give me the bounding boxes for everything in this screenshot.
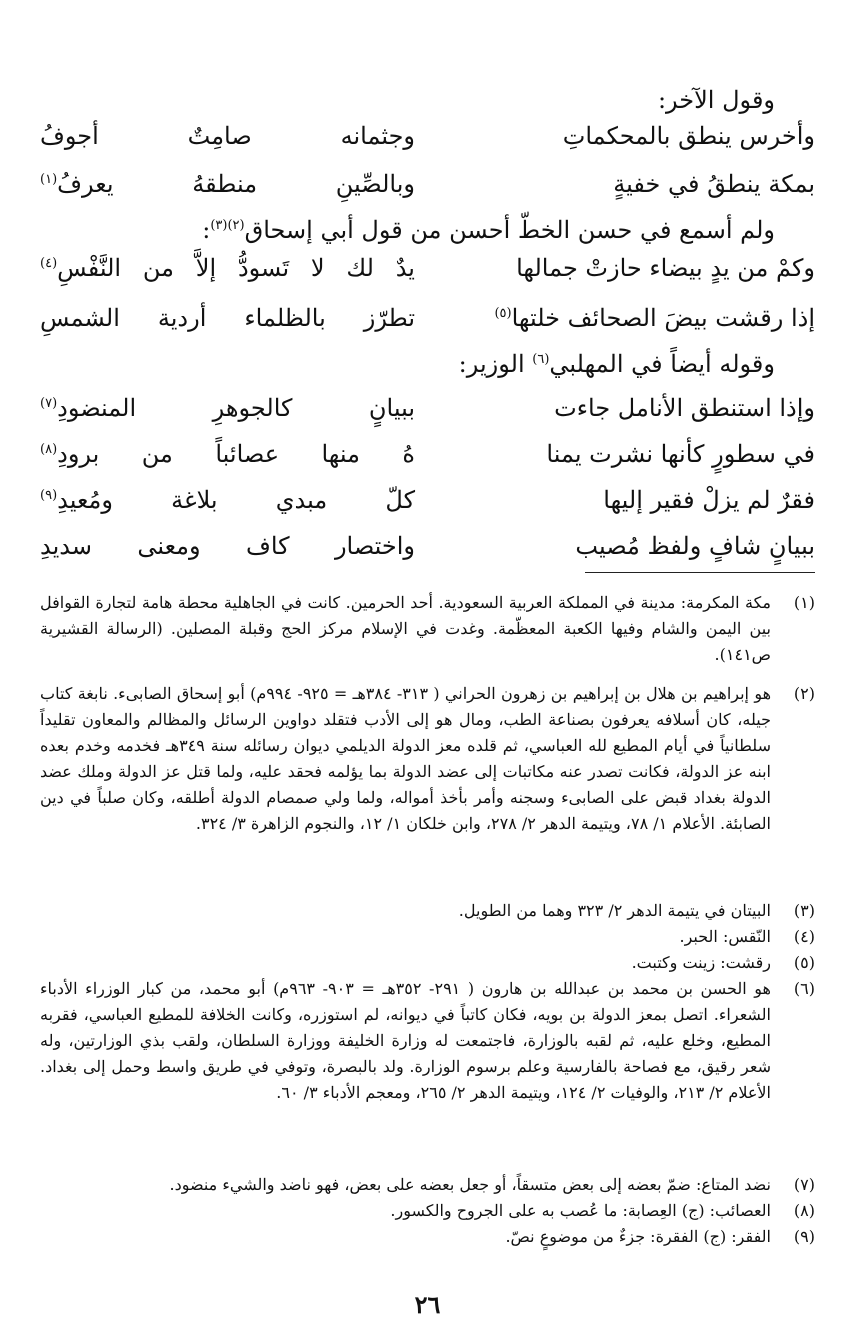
hemistich-text: وبالصِّينِ منطقهُ يعرفُ bbox=[57, 170, 415, 198]
verse-second-hemistich bbox=[40, 246, 415, 290]
footnote-8 bbox=[40, 1198, 815, 1224]
hemistich-text: إذا رقشت بيضَ الصحائف خلتها bbox=[511, 304, 815, 332]
verse-second-hemistich bbox=[40, 162, 415, 206]
verse-first-hemistich bbox=[445, 296, 815, 340]
verse-first-hemistich: وكمْ من يدٍ بيضاء حازتْ جمالها bbox=[516, 254, 815, 282]
footnote-text: نضد المتاع: ضمّ بعضه إلى بعض متسقاً، أو جعل بعضه على بعض، فهو ناضد والشيء منضود. bbox=[169, 1175, 771, 1194]
poem-intro-3 bbox=[0, 344, 815, 384]
footnotes bbox=[40, 898, 815, 924]
footnote-number: (١) bbox=[793, 593, 815, 612]
verse-line bbox=[40, 432, 815, 478]
footnote-text: البيتان في يتيمة الدهر ٢/ ٣٢٣ وهما من الطويل. bbox=[458, 901, 771, 920]
footnote-number: (٦) bbox=[793, 979, 815, 998]
verse-line bbox=[40, 114, 815, 160]
footnote-ref: (٥) bbox=[494, 306, 512, 321]
footnotes bbox=[40, 924, 815, 950]
footnote-6 bbox=[40, 976, 815, 1106]
verse-second-hemistich bbox=[40, 524, 415, 568]
intro-colon: : bbox=[202, 216, 211, 244]
footnote-1 bbox=[40, 590, 815, 668]
hemistich-text: كلّ مبدي بلاغة ومُعيدِ bbox=[57, 486, 415, 514]
verse-second-hemistich bbox=[40, 478, 415, 522]
footnote-number: (٢) bbox=[793, 684, 815, 703]
footnotes bbox=[40, 1172, 815, 1198]
footnotes bbox=[40, 950, 815, 976]
hemistich-text: تطرّز بالظلماء أردية الشمسِ bbox=[40, 304, 415, 332]
verse-second-hemistich bbox=[40, 386, 415, 430]
verse-line bbox=[40, 478, 815, 524]
footnote-7 bbox=[40, 1172, 815, 1198]
footnote-ref: (٨) bbox=[40, 442, 58, 457]
footnote-text: الفقر: (ج) الفقرة: جزءٌ من موضوعٍ نصّ. bbox=[505, 1227, 771, 1246]
footnote-ref: (٩) bbox=[40, 488, 58, 503]
intro-text: وقول الآخر: bbox=[657, 86, 775, 114]
verse-line bbox=[40, 296, 815, 342]
footnote-text: النّقس: الحبر. bbox=[679, 927, 771, 946]
footnote-text: العصائب: (ج) العِصابة: ما عُصب به على الجروح والكسور. bbox=[390, 1201, 771, 1220]
footnote-3 bbox=[40, 898, 815, 924]
footnote-number: (٥) bbox=[793, 953, 815, 972]
footnote-9 bbox=[40, 1224, 815, 1250]
page-number: ٢٦ bbox=[414, 1290, 441, 1319]
footnote-number: (٣) bbox=[793, 901, 815, 920]
footnote-ref: (٤) bbox=[40, 256, 58, 271]
footnote-text: رقشت: زينت وكتبت. bbox=[631, 953, 771, 972]
hemistich-text: يدٌ لك لا تَسودُّ إلاَّ من النَّفْسِ bbox=[57, 254, 415, 282]
verse-line bbox=[40, 524, 815, 570]
verse-second-hemistich bbox=[40, 296, 415, 340]
verse-second-hemistich bbox=[40, 114, 415, 158]
hemistich-text: واختصار كاف ومعنى سديدِ bbox=[40, 532, 415, 560]
footnote-5 bbox=[40, 950, 815, 976]
footnote-number: (٩) bbox=[793, 1227, 815, 1246]
footnote-text: مكة المكرمة: مدينة في المملكة العربية السعودية. أحد الحرمين. كانت في الجاهلية محطة هامة لتجارة القوافل بين اليمن والشام وفيها الكعبة المعظّمة. وغدت في الإسلام مركز الحج وقبلة المصلين. (الرسالة القشيرية ص١٤١). bbox=[40, 593, 771, 664]
footnote-number: (٧) bbox=[793, 1175, 815, 1194]
footnotes bbox=[40, 590, 815, 668]
footnotes bbox=[40, 1198, 815, 1224]
footnote-ref: (١) bbox=[40, 172, 58, 187]
footnote-number: (٤) bbox=[793, 927, 815, 946]
verse-first-hemistich: بمكة ينطقُ في خفيةٍ bbox=[613, 170, 815, 198]
footnote-ref: (٧) bbox=[40, 396, 58, 411]
hemistich-text: هُ منها عصائباً من برودِ bbox=[57, 440, 415, 468]
footnotes bbox=[40, 681, 815, 837]
footnote-ref: (٦) bbox=[532, 352, 550, 367]
intro-text: ولم أسمع في حسن الخطّ أحسن من قول أبي إسحاق bbox=[244, 216, 775, 244]
footnote-text: هو إبراهيم بن هلال بن إبراهيم بن زهرون الحراني ( ٣١٣- ٣٨٤هـ = ٩٢٥- ٩٩٤م) أبو إسحاق الصابىء. نابغة كتاب جيله، كان أسلافه يعرفون بصناعة الطب، ومال هو إلى الأدب فتقلد دواوين الرسائل والمظالم والمعاون تقليداً سلطانياً في أيام المطيع لله العباسي، ثم قلده معز الدولة الديلمي ديوان رسائله سنة ٣٤٩هـ فخدمه وخدم بعده ابنه عز الدولة، فكانت تصدر عنه مكاتبات إلى عضد الدولة بما يؤلمه فحقد عليه، ولما قتل عز الدولة وملك عضد الدولة بغداد قبض على الصابىء وسجنه وأمر بأخذ أمواله، ولما ولي صمصام الدولة أطلقه، وكان صلباً في دين الصابئة. الأعلام ١/ ٧٨، ويتيمة الدهر ٢/ ٢٧٨، وابن خلكان ١/ ١٢، والنجوم الزاهرة ٣/ ٣٢٤. bbox=[40, 684, 772, 833]
intro-text: وقوله أيضاً في المهلبي bbox=[549, 350, 775, 378]
verse-first-hemistich: وأخرس ينطق بالمحكماتِ bbox=[562, 122, 815, 150]
verse-line bbox=[40, 162, 815, 208]
hemistich-text: ببيانٍ كالجوهرِ المنضودِ bbox=[57, 394, 415, 422]
intro-text: الوزير: bbox=[458, 350, 525, 378]
footnote-ref: (٢)(٣) bbox=[210, 218, 245, 233]
verse-first-hemistich: فقرٌ لم يزلْ فقير إليها bbox=[603, 486, 815, 514]
poem-intro-2 bbox=[0, 210, 815, 250]
hemistich-text: وجثمانه صامِتٌ أجوفُ bbox=[40, 122, 415, 150]
footnotes bbox=[40, 1224, 815, 1250]
footnote-number: (٨) bbox=[793, 1201, 815, 1220]
verse-first-hemistich: ببيانٍ شافٍ ولفظ مُصيب bbox=[575, 532, 815, 560]
verse-first-hemistich: وإذا استنطق الأنامل جاءت bbox=[554, 394, 815, 422]
verse-second-hemistich bbox=[40, 432, 415, 476]
footnotes bbox=[40, 976, 815, 1106]
book-page bbox=[40, 0, 815, 1339]
verse-first-hemistich: في سطورٍ كأنها نشرت يمنا bbox=[546, 440, 815, 468]
footnote-4 bbox=[40, 924, 815, 950]
footnote-separator bbox=[585, 572, 815, 573]
footnote-text: هو الحسن بن محمد بن عبدالله بن هارون ( ٢٩١- ٣٥٢هـ = ٩٠٣- ٩٦٣م) أبو محمد، من كبار الوزراء الأدباء الشعراء. اتصل بمعز الدولة بن بويه، فكان كاتباً في ديوانه، لم استوزره، وكانت الخلافة للمطيع العباسي، فقربه المطيع، وخلع عليه، ثم لقبه بالوزارة، فاجتمعت له وزارة الخليفة ووزارة السلطان، ولقب بذي الوزارتين، وله شعر رقيق، مع فصاحة بالفارسية وعلم برسوم الوزارة. ولد بالبصرة، وتوفي في طريق واسط وحمل إلى بغداد. الأعلام ٢/ ٢١٣، والوفيات ٢/ ١٢٤، ويتيمة الدهر ٢/ ٢٦٥، ومعجم الأدباء ٣/ ٦٠. bbox=[40, 979, 771, 1102]
footnote-2 bbox=[40, 681, 815, 837]
verse-line bbox=[40, 246, 815, 292]
verse-line bbox=[40, 386, 815, 432]
